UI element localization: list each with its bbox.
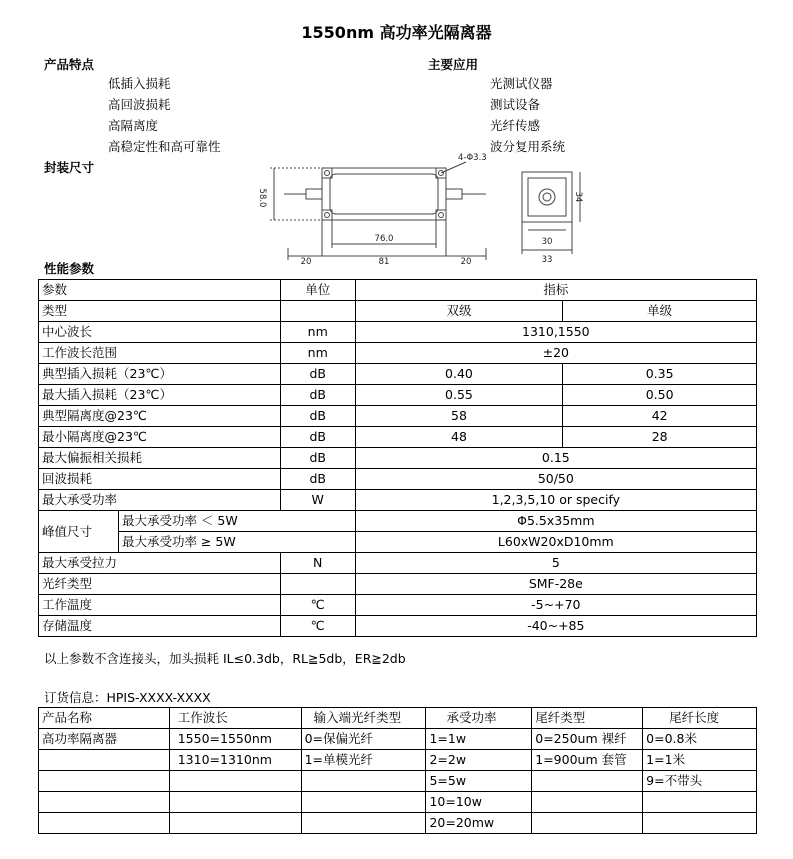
- table-row: [39, 343, 757, 364]
- order-cell: 9=不带头: [643, 771, 757, 792]
- order-cell: 10=10w: [426, 792, 532, 813]
- order-cell: [39, 792, 170, 813]
- dim-hole: 4-Φ3.3: [458, 153, 487, 163]
- row-sublabel: 最大承受功率 ≥ 5W: [118, 532, 355, 553]
- row-dual: 48: [355, 427, 563, 448]
- order-cell: 2=2w: [426, 750, 532, 771]
- order-header: 承受功率: [426, 708, 532, 729]
- row-dual: 0.40: [355, 364, 563, 385]
- row-value: -40~+85: [355, 616, 756, 637]
- row-dual: 0.55: [355, 385, 563, 406]
- order-cell: [169, 813, 301, 834]
- row-label: 存储温度: [39, 616, 281, 637]
- row-label: 回波损耗: [39, 469, 281, 490]
- order-cell: 20=20mw: [426, 813, 532, 834]
- type-single: 单级: [563, 301, 757, 322]
- row-unit: N: [280, 553, 355, 574]
- table-row: [39, 708, 757, 729]
- performance-heading: 性能参数: [44, 261, 95, 276]
- row-unit: nm: [280, 322, 355, 343]
- row-unit: ℃: [280, 616, 355, 637]
- order-cell: 1=单模光纤: [301, 750, 426, 771]
- dim-height: 58.0: [257, 188, 267, 208]
- order-header: 产品名称: [39, 708, 170, 729]
- row-single: 42: [563, 406, 757, 427]
- order-cell: [532, 771, 643, 792]
- feature-item: 高稳定性和高可靠性: [108, 139, 221, 154]
- row-value: ±20: [355, 343, 756, 364]
- row-value: 1310,1550: [355, 322, 756, 343]
- order-cell: [39, 750, 170, 771]
- header-spec: 指标: [355, 280, 756, 301]
- row-sublabel: 最大承受功率 ＜ 5W: [118, 511, 355, 532]
- row-unit: dB: [280, 364, 355, 385]
- order-cell: [169, 771, 301, 792]
- type-dual: 双级: [355, 301, 563, 322]
- performance-table: [38, 279, 757, 637]
- dim-side-total: 33: [541, 255, 553, 265]
- order-cell: [532, 792, 643, 813]
- order-cell: 5=5w: [426, 771, 532, 792]
- order-cell: [301, 792, 426, 813]
- feature-item: 高隔离度: [108, 118, 159, 133]
- row-unit: dB: [280, 385, 355, 406]
- order-cell: 0=250um 裸纤: [532, 729, 643, 750]
- dim-body: 81: [378, 257, 390, 267]
- order-header: 输入端光纤类型: [301, 708, 426, 729]
- applications-heading: 主要应用: [428, 57, 479, 72]
- row-value: 1,2,3,5,10 or specify: [355, 490, 756, 511]
- row-label: 最大插入损耗（23℃）: [39, 385, 281, 406]
- order-cell: [169, 792, 301, 813]
- feature-item: 高回波损耗: [108, 97, 171, 112]
- order-cell: 1310=1310nm: [169, 750, 301, 771]
- table-row: [39, 553, 757, 574]
- table-row: [39, 301, 757, 322]
- row-label: 峰值尺寸: [39, 511, 119, 553]
- header-param: 参数: [39, 280, 281, 301]
- row-label: 最大承受功率: [39, 490, 281, 511]
- table-row: [39, 469, 757, 490]
- row-unit: dB: [280, 469, 355, 490]
- application-item: 光纤传感: [490, 118, 541, 133]
- order-cell: [643, 792, 757, 813]
- order-table: [38, 707, 757, 834]
- application-item: 测试设备: [490, 97, 541, 112]
- table-row: [39, 280, 757, 301]
- row-value: 5: [355, 553, 756, 574]
- row-single: 0.50: [563, 385, 757, 406]
- order-cell: [301, 771, 426, 792]
- order-cell: 高功率隔离器: [39, 729, 170, 750]
- table-row: [39, 616, 757, 637]
- row-label: 最小隔离度@23℃: [39, 427, 281, 448]
- row-single: 28: [563, 427, 757, 448]
- table-row: [39, 322, 757, 343]
- row-label: 典型隔离度@23℃: [39, 406, 281, 427]
- table-row: [39, 490, 757, 511]
- table-row: [39, 729, 757, 750]
- table-row: [39, 792, 757, 813]
- order-header: 工作波长: [169, 708, 301, 729]
- features-heading: 产品特点: [44, 57, 95, 72]
- row-label: 光纤类型: [39, 574, 281, 595]
- row-label: 典型插入损耗（23℃）: [39, 364, 281, 385]
- row-unit: nm: [280, 343, 355, 364]
- table-row: [39, 511, 757, 532]
- row-label: 工作波长范围: [39, 343, 281, 364]
- row-value: 50/50: [355, 469, 756, 490]
- row-unit: dB: [280, 448, 355, 469]
- order-cell: 1=1米: [643, 750, 757, 771]
- order-cell: 1550=1550nm: [169, 729, 301, 750]
- table-row: [39, 427, 757, 448]
- package-drawing: [240, 152, 583, 267]
- row-single: 0.35: [563, 364, 757, 385]
- order-cell: 1=1w: [426, 729, 532, 750]
- row-label: 中心波长: [39, 322, 281, 343]
- row-value: 0.15: [355, 448, 756, 469]
- dim-side-width: 30: [541, 237, 553, 247]
- header-unit: 单位: [280, 280, 355, 301]
- order-cell: [643, 813, 757, 834]
- row-label: 类型: [39, 301, 281, 322]
- table-row: [39, 771, 757, 792]
- table-row: [39, 385, 757, 406]
- feature-item: 低插入损耗: [108, 76, 171, 91]
- order-cell: [39, 771, 170, 792]
- order-header: 尾纤长度: [643, 708, 757, 729]
- dim-side-height: 34: [573, 191, 583, 203]
- dim-left: 20: [300, 257, 312, 267]
- order-header: 尾纤类型: [532, 708, 643, 729]
- order-cell: [39, 813, 170, 834]
- order-cell: [301, 813, 426, 834]
- order-cell: 0=保偏光纤: [301, 729, 426, 750]
- row-value: Φ5.5x35mm: [355, 511, 756, 532]
- table-row: [39, 448, 757, 469]
- order-cell: [532, 813, 643, 834]
- row-value: -5~+70: [355, 595, 756, 616]
- application-item: 光测试仪器: [490, 76, 553, 91]
- row-value: L60xW20xD10mm: [355, 532, 756, 553]
- row-unit: dB: [280, 427, 355, 448]
- table-row: [39, 364, 757, 385]
- row-unit: ℃: [280, 595, 355, 616]
- table-row: [39, 595, 757, 616]
- row-unit: W: [280, 490, 355, 511]
- order-info: 订货信息：HPIS-XXXX-XXXX: [44, 690, 211, 705]
- row-label: 工作温度: [39, 595, 281, 616]
- page-title: 1550nm 高功率光隔离器: [301, 23, 492, 42]
- row-label: 最大偏振相关损耗: [39, 448, 281, 469]
- row-label: 最大承受拉力: [39, 553, 281, 574]
- table-row: [39, 813, 757, 834]
- application-item: 波分复用系统: [490, 139, 566, 154]
- order-cell: 0=0.8米: [643, 729, 757, 750]
- table-row: [39, 574, 757, 595]
- performance-note: 以上参数不含连接头，加头损耗 IL≤0.3db，RL≧5db，ER≧2db: [44, 651, 406, 666]
- package-heading: 封装尺寸: [44, 160, 95, 175]
- table-row: [39, 406, 757, 427]
- dim-length: 76.0: [374, 234, 394, 244]
- row-value: SMF-28e: [355, 574, 756, 595]
- dim-right: 20: [460, 257, 472, 267]
- table-row: [39, 532, 757, 553]
- order-cell: 1=900um 套管: [532, 750, 643, 771]
- row-unit: dB: [280, 406, 355, 427]
- table-row: [39, 750, 757, 771]
- row-dual: 58: [355, 406, 563, 427]
- row-unit: [280, 574, 355, 595]
